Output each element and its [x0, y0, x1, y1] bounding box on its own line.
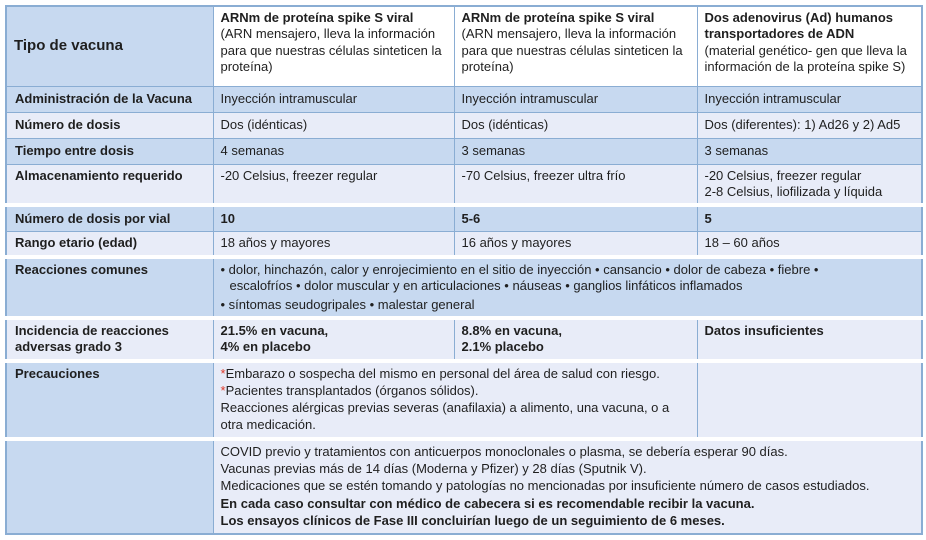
- cell-administracion-v2: Inyección intramuscular: [454, 86, 697, 112]
- cell-reacciones-comunes: [213, 257, 922, 318]
- cell-precauciones-block1: [213, 361, 697, 439]
- row-rango-etario: [6, 231, 922, 257]
- row-label-incidencia: Incidencia de reacciones adversas grado 3: [6, 318, 213, 361]
- reacciones-line3: • síntomas seudogripales • malestar general: [220, 296, 475, 312]
- cell-numero-dosis-v1: Dos (idénticas): [213, 112, 454, 138]
- cell-dosis-vial-v1: 10: [213, 205, 454, 231]
- precaucion-general-line: Medicaciones que se estén tomando y patologías no mencionadas por insuficiente número de casos estudiados.: [220, 478, 870, 494]
- incidencia-v2-line1: 8.8% en vacuna,: [461, 322, 562, 338]
- row-label-reacciones-comunes: Reacciones comunes: [6, 257, 213, 318]
- cell-precauciones-block2: [213, 439, 922, 534]
- row-label-numero-de-dosis: Número de dosis: [6, 112, 213, 138]
- precaucion-general-line-bold: Los ensayos clínicos de Fase III concluirían luego de un seguimiento de 6 meses.: [220, 512, 725, 528]
- cell-tiempo-v3: 3 semanas: [697, 138, 922, 164]
- cell-dosis-vial-v3: 5: [697, 205, 922, 231]
- red-asterisk: *: [220, 365, 226, 381]
- vaccine2-title: ARNm de proteína spike S viral: [461, 10, 655, 25]
- cell-vaccine1-header: [213, 6, 454, 86]
- cell-vaccine3-header: [697, 6, 922, 86]
- cell-numero-dosis-v3: Dos (diferentes): 1) Ad26 y 2) Ad5: [697, 112, 922, 138]
- almacenamiento-v3-line2: 2-8 Celsius, liofilizada y líquida: [704, 183, 883, 199]
- cell-administracion-v3: Inyección intramuscular: [697, 86, 922, 112]
- row-label-precauciones: Precauciones: [6, 361, 213, 439]
- precaucion-text: Reacciones alérgicas previas severas (anafilaxia) a alimento, una vacuna, o a otra medicación.: [220, 400, 670, 432]
- incidencia-v1-line2: 4% en placebo: [220, 339, 311, 354]
- vaccine3-desc: (material genético- gen que lleva la información de la proteína spike S): [704, 42, 907, 74]
- row-label-rango-etario: Rango etario (edad): [6, 231, 213, 257]
- vaccine1-desc: (ARN mensajero, lleva la información para que nuestras células sinteticen la proteína): [220, 26, 442, 74]
- almacenamiento-v3-line1: -20 Celsius, freezer regular: [704, 167, 862, 183]
- red-asterisk: *: [220, 383, 226, 398]
- cell-vaccine2-header: [454, 6, 697, 86]
- cell-dosis-vial-v2: 5-6: [454, 205, 697, 231]
- precaucion-item: [221, 383, 690, 399]
- precaucion-general-line: COVID previo y tratamientos con anticuerpos monoclonales o plasma, se debería esperar 90 días.: [220, 443, 788, 459]
- row-numero-de-dosis: [6, 112, 922, 138]
- row-incidencia: [6, 318, 922, 361]
- row-label-administracion: Administración de la Vacuna: [6, 86, 213, 112]
- row-label-tiempo-entre-dosis: Tiempo entre dosis: [6, 138, 213, 164]
- row-precauciones: [6, 361, 922, 439]
- vaccine1-title: ARNm de proteína spike S viral: [220, 10, 414, 25]
- row-administracion: [6, 86, 922, 112]
- cell-administracion-v1: Inyección intramuscular: [213, 86, 454, 112]
- cell-incidencia-v2: [454, 318, 697, 361]
- cell-incidencia-v1: [213, 318, 454, 361]
- cell-almacenamiento-v1: -20 Celsius, freezer regular: [213, 164, 454, 205]
- row-label-almacenamiento: Almacenamiento requerido: [6, 164, 213, 205]
- row-tiempo-entre-dosis: [6, 138, 922, 164]
- cell-numero-dosis-v2: Dos (idénticas): [454, 112, 697, 138]
- reacciones-line2: escalofríos • dolor muscular y en articulaciones • náuseas • ganglios linfáticos inflamados: [229, 278, 743, 294]
- precaucion-general-line: Vacunas previas más de 14 días (Moderna y Pfizer) y 28 días (Sputnik V).: [220, 461, 647, 476]
- incidencia-v1-line1: 21.5% en vacuna,: [220, 322, 329, 338]
- row-almacenamiento: [6, 164, 922, 205]
- reacciones-line1: • dolor, hinchazón, calor y enrojecimiento en el sitio de inyección • cansancio • dolor de cabeza • fiebre •: [220, 262, 819, 277]
- cell-rango-v2: 16 años y mayores: [454, 231, 697, 257]
- cell-precauciones-empty: [697, 361, 922, 439]
- cell-tiempo-v1: 4 semanas: [213, 138, 454, 164]
- cell-tiempo-v2: 3 semanas: [454, 138, 697, 164]
- row-label-dosis-por-vial: Número de dosis por vial: [6, 205, 213, 231]
- incidencia-v2-line2: 2.1% placebo: [461, 339, 544, 354]
- precaucion-text: Embarazo o sospecha del mismo en personal del área de salud con riesgo.: [225, 365, 660, 381]
- cell-rango-v1: 18 años y mayores: [213, 231, 454, 257]
- row-tipo-de-vacuna: [6, 6, 922, 86]
- cell-almacenamiento-v2: -70 Celsius, freezer ultra frío: [454, 164, 697, 205]
- row-reacciones-comunes: [6, 257, 922, 318]
- precaucion-item: [221, 366, 690, 382]
- vaccine2-desc: (ARN mensajero, lleva la información para que nuestras células sinteticen la proteína): [461, 26, 683, 74]
- vaccine3-title: Dos adenovirus (Ad) humanos transportadores de ADN: [704, 10, 894, 42]
- cell-precauciones-label-continuation: [6, 439, 213, 534]
- precaucion-general-line-bold: En cada caso consultar con médico de cabecera si es recomendable recibir la vacuna.: [220, 495, 755, 511]
- row-label-tipo-de-vacuna: Tipo de vacuna: [6, 6, 213, 86]
- precaucion-text: Pacientes transplantados (órganos sólidos).: [225, 383, 479, 398]
- cell-rango-v3: 18 – 60 años: [697, 231, 922, 257]
- cell-almacenamiento-v3: [697, 164, 922, 205]
- row-dosis-por-vial: [6, 205, 922, 231]
- precaucion-item: [221, 400, 690, 433]
- cell-incidencia-v3: Datos insuficientes: [697, 318, 922, 361]
- row-precauciones-generales: [6, 439, 922, 534]
- vaccine-comparison-table: [5, 5, 923, 535]
